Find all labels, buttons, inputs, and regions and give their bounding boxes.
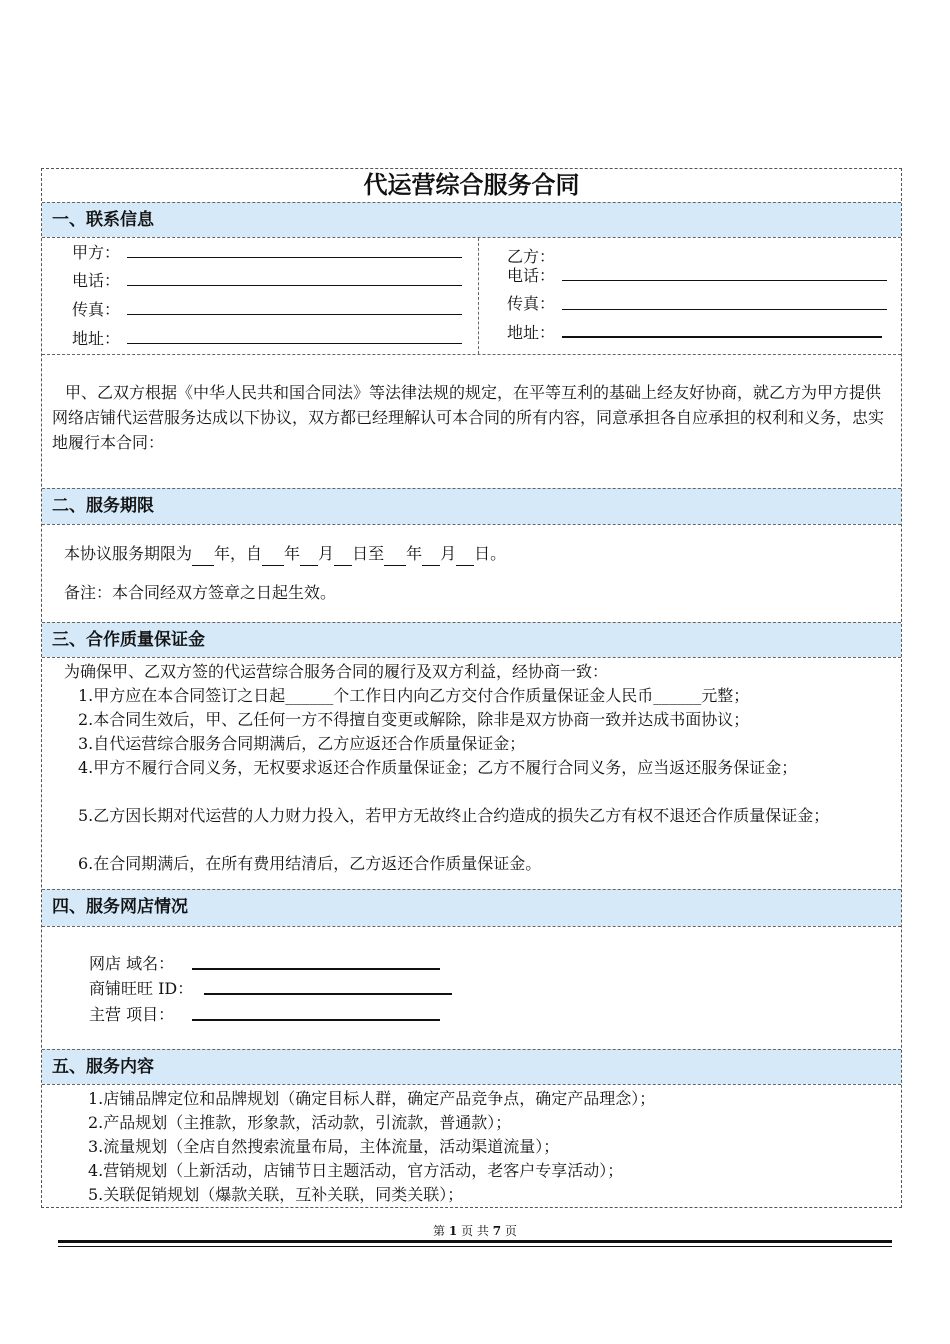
party-a-phone-field[interactable]	[127, 285, 462, 286]
end-day-blank[interactable]	[456, 549, 474, 566]
footer-text: 第	[433, 1224, 446, 1238]
term-text-7: 月	[440, 544, 457, 563]
party-b-address-label: 地址：	[507, 323, 556, 342]
deposit-block	[42, 657, 901, 889]
party-a-address-field[interactable]	[127, 343, 462, 344]
term-text-6: 年	[406, 544, 423, 563]
contact-info-block	[42, 237, 901, 354]
deposit-item: 5.乙方因长期对代运营的人力财力投入，若甲方无故终止合约造成的损失乙方有权不退还合作质量保证金；	[78, 806, 830, 825]
party-b-fax-field[interactable]	[562, 309, 887, 310]
term-text-5: 日至	[352, 544, 385, 563]
footer-text: 页 共	[461, 1224, 489, 1238]
shop-main-field[interactable]	[192, 1019, 440, 1021]
contact-divider	[478, 238, 479, 354]
party-b-fax-label: 传真：	[507, 294, 556, 313]
service-item: 2.产品规划（主推款，形象款，活动款，引流款，普通款）；	[88, 1113, 512, 1132]
section-header-contact: 一、联系信息	[42, 202, 901, 237]
term-block	[42, 524, 901, 622]
party-a-label: 甲方：	[72, 243, 121, 262]
party-a-phone-label: 电话：	[72, 271, 121, 290]
start-day-blank[interactable]	[334, 549, 352, 566]
shop-main-label: 主营 项目：	[89, 1005, 175, 1024]
party-a-address-label: 地址：	[72, 329, 121, 348]
party-b-address-field[interactable]	[562, 336, 882, 338]
term-text-2: 年，自	[214, 544, 263, 563]
end-month-blank[interactable]	[422, 549, 440, 566]
party-a-fax-label: 传真：	[72, 300, 121, 319]
shop-block	[42, 926, 901, 1049]
footer-rule-thin	[58, 1246, 892, 1247]
deposit-item: 3.自代运营综合服务合同期满后，乙方应返还合作质量保证金；	[78, 734, 526, 753]
party-b-phone-field[interactable]	[562, 280, 887, 281]
term-text-8: 日。	[474, 544, 507, 563]
service-item: 4.营销规划（上新活动，店铺节日主题活动，官方活动，老客户专享活动）；	[88, 1161, 624, 1180]
deposit-item: 2.本合同生效后，甲、乙任何一方不得擅自变更或解除，除非是双方协商一致并达成书面协议；	[78, 710, 750, 729]
service-item: 5.关联促销规划（爆款关联，互补关联，同类关联）；	[88, 1185, 464, 1204]
shop-wangwang-field[interactable]	[204, 993, 452, 995]
footer-rule-thick	[58, 1240, 892, 1243]
term-years-blank[interactable]	[192, 549, 214, 566]
shop-domain-label: 网店 域名：	[89, 954, 175, 973]
party-b-phone-label: 电话：	[507, 266, 556, 285]
section-header-term: 二、服务期限	[42, 488, 901, 524]
section-header-service: 五、服务内容	[42, 1049, 901, 1084]
intro-paragraph: 甲、乙双方根据《中华人民共和国合同法》等法律法规的规定，在平等互利的基础上经友好协商，就乙方为甲方提供网络店铺代运营服务达成以下协议，双方都已经理解认可本合同的所有内容，同意承担各自应承担的权利和义务，忠实地履行本合同：	[52, 383, 885, 452]
total-page-number: 7	[492, 1224, 502, 1238]
page-footer	[0, 1222, 950, 1239]
shop-domain-field[interactable]	[192, 968, 440, 970]
service-block	[42, 1084, 901, 1209]
start-month-blank[interactable]	[300, 549, 318, 566]
current-page-number: 1	[448, 1224, 458, 1238]
deposit-item: 4.甲方不履行合同义务，无权要求返还合作质量保证金；乙方不履行合同义务，应当返还服务保证金；	[78, 758, 798, 777]
party-a-field[interactable]	[127, 257, 462, 258]
party-a-fax-field[interactable]	[127, 314, 462, 315]
end-year-blank[interactable]	[384, 549, 406, 566]
footer-text: 页	[504, 1224, 517, 1238]
term-text-3: 年	[284, 544, 301, 563]
document-title: 代运营综合服务合同	[363, 171, 580, 199]
term-text-4: 月	[318, 544, 335, 563]
shop-wangwang-label: 商铺旺旺 ID：	[89, 979, 194, 998]
start-year-blank[interactable]	[262, 549, 284, 566]
section-header-deposit: 三、合作质量保证金	[42, 622, 901, 657]
deposit-intro: 为确保甲、乙双方签的代运营综合服务合同的履行及双方利益，经协商一致：	[64, 662, 609, 681]
section-header-shop: 四、服务网店情况	[42, 889, 901, 926]
party-b-label: 乙方：	[507, 247, 556, 266]
intro-block	[42, 354, 901, 488]
service-item: 3.流量规划（全店自然搜索流量布局，主体流量，活动渠道流量）；	[88, 1137, 560, 1156]
term-note: 备注：本合同经双方签章之日起生效。	[64, 583, 337, 602]
contract-frame	[41, 168, 902, 1208]
term-text-1: 本协议服务期限为	[64, 544, 193, 563]
deposit-item: 1.甲方应在本合同签订之日起______个工作日内向乙方交付合作质量保证金人民币______元整；	[78, 686, 750, 705]
service-item: 1.店铺品牌定位和品牌规划（确定目标人群，确定产品竞争点，确定产品理念）；	[88, 1089, 656, 1108]
deposit-item: 6.在合同期满后，在所有费用结清后，乙方返还合作质量保证金。	[78, 854, 542, 873]
term-sentence	[64, 541, 891, 566]
